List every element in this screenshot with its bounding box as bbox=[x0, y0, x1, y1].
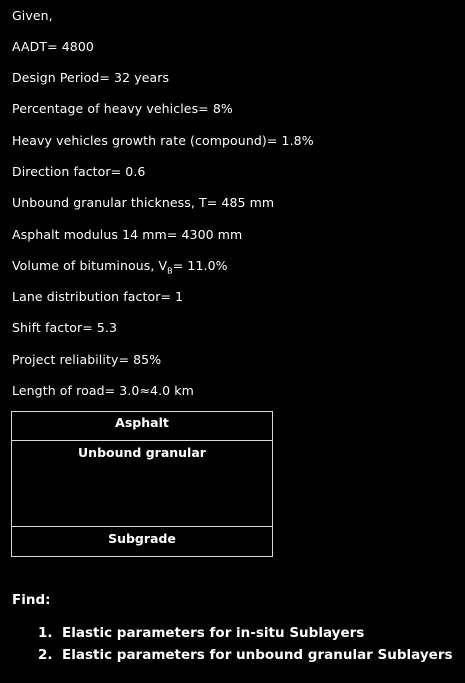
given-heading: Given, bbox=[12, 8, 53, 23]
road-length-line: Length of road= 3.0≈4.0 km bbox=[12, 383, 194, 398]
layer-divider bbox=[12, 440, 272, 441]
aadt-line: AADT= 4800 bbox=[12, 39, 94, 54]
bituminous-volume-value: = 11.0% bbox=[172, 258, 228, 273]
shift-factor-line: Shift factor= 5.3 bbox=[12, 320, 118, 335]
vb-subscript: B bbox=[167, 266, 173, 276]
heavy-vehicles-percentage-line: Percentage of heavy vehicles= 8% bbox=[12, 101, 233, 116]
unbound-granular-layer-label: Unbound granular bbox=[78, 445, 206, 460]
find-item-text: Elastic parameters for in-situ Sublayers bbox=[62, 625, 365, 641]
layer-divider bbox=[12, 526, 272, 527]
find-item bbox=[38, 647, 453, 663]
find-item-number: 1. bbox=[38, 625, 53, 641]
find-item-number: 2. bbox=[38, 647, 53, 663]
subgrade-layer-label: Subgrade bbox=[108, 531, 176, 546]
pavement-layer-table bbox=[11, 411, 273, 557]
direction-factor-line: Direction factor= 0.6 bbox=[12, 164, 146, 179]
unbound-thickness-line: Unbound granular thickness, T= 485 mm bbox=[12, 195, 275, 210]
bituminous-volume-line bbox=[12, 258, 228, 276]
find-item-text: Elastic parameters for unbound granular Sublayers bbox=[62, 647, 453, 663]
find-item bbox=[38, 625, 364, 641]
asphalt-modulus-line: Asphalt modulus 14 mm= 4300 mm bbox=[12, 227, 243, 242]
asphalt-layer-label: Asphalt bbox=[115, 415, 169, 430]
bituminous-volume-label: Volume of bituminous, V bbox=[12, 258, 168, 273]
design-period-line: Design Period= 32 years bbox=[12, 70, 170, 85]
find-title: Find: bbox=[12, 592, 51, 608]
lane-distribution-line: Lane distribution factor= 1 bbox=[12, 289, 184, 304]
project-reliability-line: Project reliability= 85% bbox=[12, 352, 162, 367]
growth-rate-line: Heavy vehicles growth rate (compound)= 1.8% bbox=[12, 133, 314, 148]
